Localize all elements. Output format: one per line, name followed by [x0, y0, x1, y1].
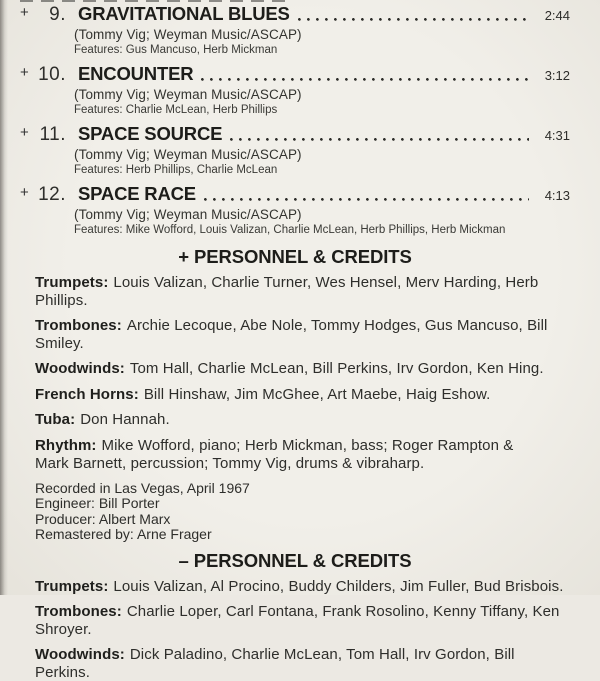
minus-personnel-heading: – PERSONNEL & CREDITS: [178, 549, 412, 571]
track-row: [20, 62, 570, 117]
track-publisher: (Tommy Vig; Weyman Music/ASCAP): [74, 207, 302, 222]
personnel-line: [35, 578, 570, 596]
personnel-names: Don Hannah.: [80, 411, 170, 428]
track-number: 11.: [39, 124, 66, 145]
plus-marker: +: [20, 184, 29, 201]
personnel-line: [35, 274, 570, 309]
dotted-leader: [201, 78, 529, 81]
credits-block: [20, 481, 570, 543]
dotted-leader: [230, 138, 529, 141]
track-title: SPACE SOURCE: [78, 123, 223, 144]
track-head: [20, 182, 570, 207]
personnel-line: [35, 386, 570, 404]
track-number: 9.: [49, 4, 66, 25]
plus-marker: +: [20, 64, 29, 81]
personnel-line-continuation: [35, 455, 570, 473]
personnel-names: Mark Barnett, percussion; Tommy Vig, drums & vibraharp.: [35, 455, 425, 472]
track-head: [20, 62, 570, 87]
personnel-names: Dick Paladino, Charlie McLean, Tom Hall, Irv Gordon, Bill Perkins.: [35, 646, 515, 681]
track-publisher: (Tommy Vig; Weyman Music/ASCAP): [74, 27, 302, 42]
plus-marker: +: [20, 4, 29, 21]
credit-line: Producer: Albert Marx: [35, 510, 171, 527]
personnel-label: Rhythm:: [35, 436, 97, 454]
personnel-label: Woodwinds:: [35, 360, 125, 377]
personnel-names: Archie Lecoque, Abe Nole, Tommy Hodges, Gus Mancuso, Bill Smiley.: [35, 317, 548, 352]
personnel-label: Woodwinds:: [35, 646, 125, 664]
personnel-label: Tuba:: [35, 411, 76, 428]
track-number: 12.: [38, 184, 66, 205]
personnel-label: Trumpets:: [35, 577, 109, 595]
personnel-names: Mike Wofford, piano; Herb Mickman, bass; Roger Rampton &: [101, 436, 514, 454]
track-features: Features: Charlie McLean, Herb Phillips: [74, 104, 278, 116]
personnel-names: Louis Valizan, Charlie Turner, Wes Hensel, Merv Harding, Herb Phillips.: [35, 274, 539, 309]
credit-line: Remastered by: Arne Frager: [35, 526, 212, 543]
track-head: [20, 2, 570, 27]
dotted-leader: [204, 198, 529, 201]
personnel-label: Trumpets:: [35, 274, 109, 291]
personnel-line: [35, 411, 570, 429]
track-time: 4:31: [544, 128, 570, 143]
track-publisher: (Tommy Vig; Weyman Music/ASCAP): [74, 87, 302, 102]
track-title: GRAVITATIONAL BLUES: [78, 3, 290, 24]
track-row: [20, 122, 570, 177]
personnel-line: [35, 603, 570, 638]
credit-line: Engineer: Bill Porter: [35, 495, 160, 512]
track-list: [20, 2, 570, 237]
plus-personnel-heading: + PERSONNEL & CREDITS: [178, 246, 412, 267]
track-row: [20, 2, 570, 57]
track-publisher: (Tommy Vig; Weyman Music/ASCAP): [74, 147, 302, 162]
personnel-line: [35, 437, 570, 455]
track-time: 3:12: [544, 68, 570, 83]
plus-marker: +: [20, 124, 29, 141]
track-head: [20, 122, 570, 147]
track-time: 2:44: [544, 8, 570, 23]
personnel-names: Bill Hinshaw, Jim McGhee, Art Maebe, Haig Eshow.: [143, 385, 491, 403]
track-features: Features: Mike Wofford, Louis Valizan, Charlie McLean, Herb Phillips, Herb Mickman: [74, 224, 506, 236]
dotted-leader: [298, 18, 529, 21]
personnel-line: [35, 360, 570, 378]
personnel-line: [35, 317, 570, 352]
track-time: 4:13: [544, 188, 570, 203]
scan-shadow-left: [0, 0, 8, 595]
credit-line: Recorded in Las Vegas, April 1967: [35, 479, 250, 496]
personnel-line: [35, 646, 570, 681]
track-title: ENCOUNTER: [78, 63, 194, 84]
personnel-names: Charlie Loper, Carl Fontana, Frank Rosolino, Kenny Tiffany, Ken Shroyer.: [35, 603, 560, 638]
track-features: Features: Herb Phillips, Charlie McLean: [74, 164, 278, 176]
minus-personnel-list: [20, 578, 570, 681]
track-row: [20, 182, 570, 237]
personnel-label: Trombones:: [35, 317, 122, 334]
personnel-label: Trombones:: [35, 603, 122, 621]
personnel-label: French Horns:: [35, 385, 139, 403]
track-title: SPACE RACE: [78, 183, 196, 204]
plus-personnel-list: [20, 274, 570, 473]
track-number: 10.: [38, 64, 66, 85]
track-features: Features: Gus Mancuso, Herb Mickman: [74, 44, 278, 56]
personnel-names: Louis Valizan, Al Procino, Buddy Childers, Jim Fuller, Bud Brisbois.: [113, 577, 564, 595]
personnel-names: Tom Hall, Charlie McLean, Bill Perkins, Irv Gordon, Ken Hing.: [129, 360, 544, 377]
